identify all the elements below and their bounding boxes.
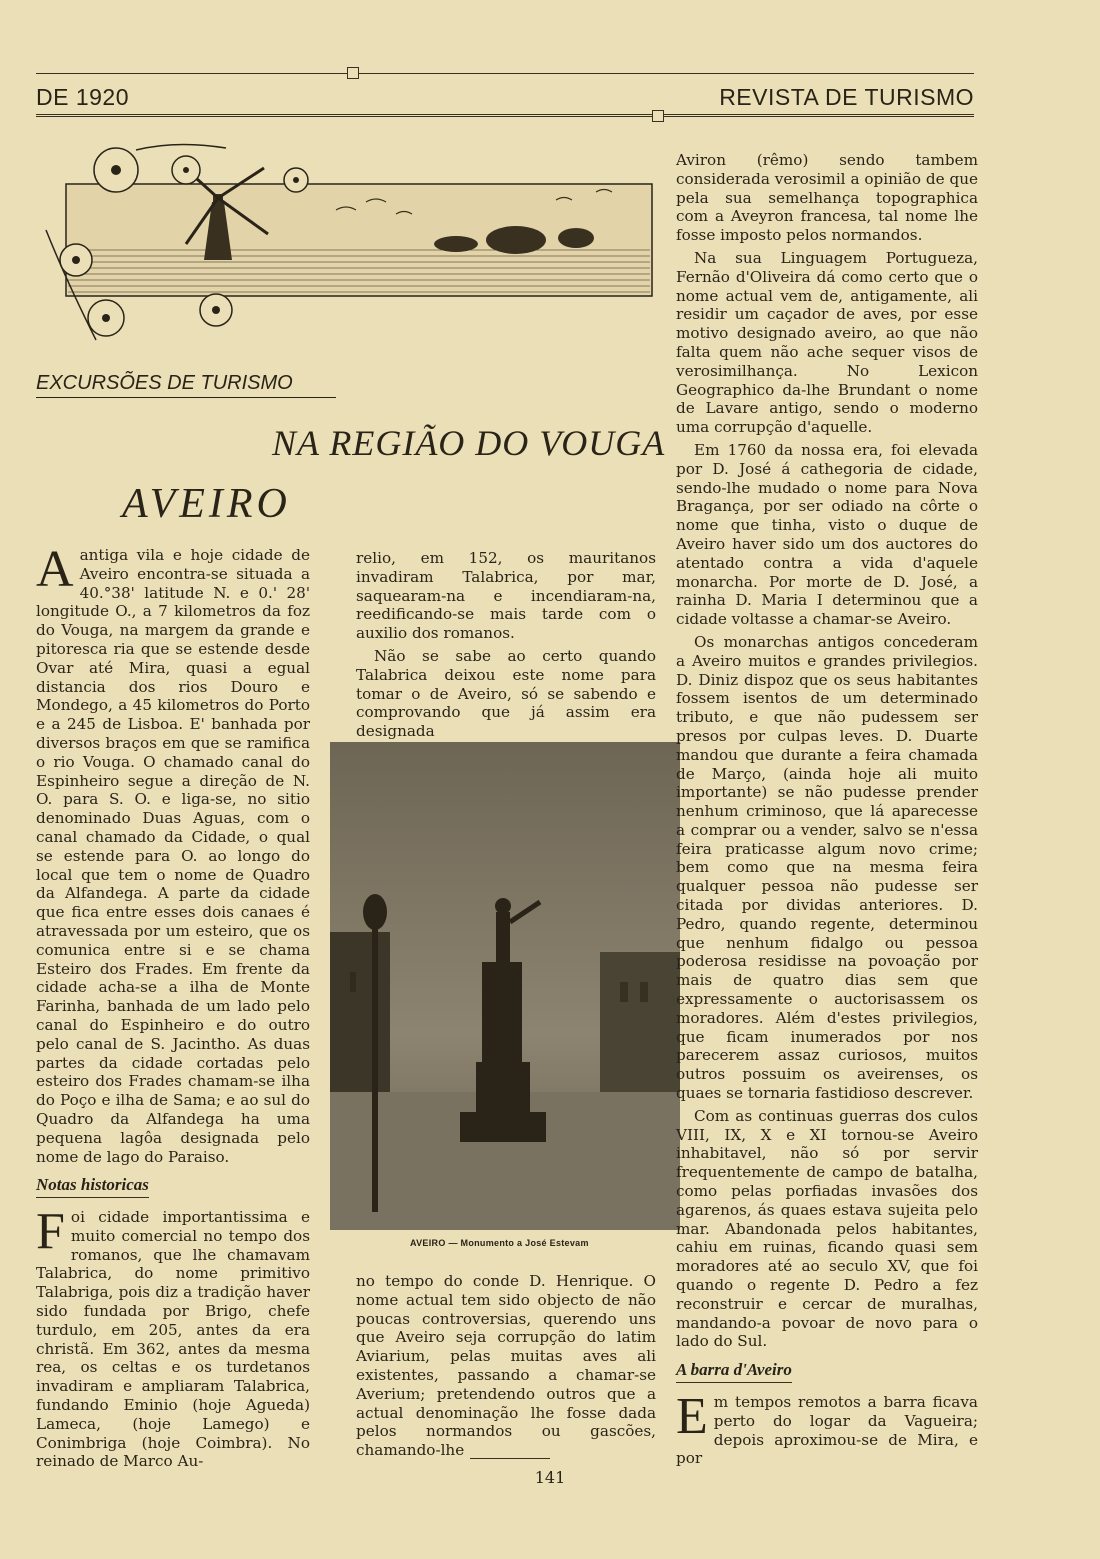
- city-title: AVEIRO: [122, 481, 291, 527]
- column-3: [676, 151, 978, 1472]
- column-2-bottom: [356, 1272, 656, 1464]
- column-1: [36, 541, 310, 1475]
- article-title: NA REGIÃO DO VOUGA: [272, 423, 666, 463]
- header-rule-bottom: [36, 114, 974, 117]
- subheading: A barra d'Aveiro: [676, 1361, 792, 1383]
- paragraph: Com as continuas guerras dos culos VIII, IX, X e XI tornou-se Aveiro inhabitavel, não só por servir frequentemente de campo de batalha, como pelas porfiadas invasões dos agarenos, ás quaes estava sujeita pelo mar. Abandonada pelos habitantes, cahiu em ruinas, ficando quasi sem moradores até ao seculo XV, que foi quando o regente D. Pedro a fez reconstruir e cercar de muralhas, mandando-a povoar de novo para o lado do Sul.: [676, 1106, 978, 1351]
- dropcap: F: [36, 1203, 65, 1261]
- monument-photo: [330, 742, 680, 1230]
- paragraph: no tempo do conde D. Henrique. O nome actual tem sido objecto de não poucas controversias, querendo uns que Aveiro seja corrupção do latim Aviarium, pelas muitas aves ali existentes, passando a chamar-se Averium; pretendendo outros que a actual denominação lhe fosse dada pelos normandos ou gascões, chamando-lhe: [356, 1272, 656, 1460]
- paragraph: relio, em 152, os mauritanos invadiram Talabrica, por mar, saquearam-na e incendiaram-na, reedificando-se mais tarde com o auxilio dos romanos.: [356, 549, 656, 643]
- paragraph: Em 1760 da nossa era, foi elevada por D. José á cathegoria de cidade, sendo-lhe mudado o nome para Nova Bragança, por ser odiado na côrte o nome que tinha, visto o duque de Aveiro haver sido um dos auctores do atentado contra a vida d'aquele monarcha. Por morte de D. José, a rainha D. Maria I determinou que a cidade voltasse a chamar-se Aveiro.: [676, 440, 978, 629]
- subheading: Notas historicas: [36, 1176, 149, 1198]
- paragraph: Não se sabe ao certo quando Talabrica deixou este nome para tomar o de Aveiro, só se sabendo e comprovando que já assim era designada: [356, 646, 656, 741]
- page-number: 141: [534, 1468, 566, 1487]
- dropcap: E: [676, 1388, 708, 1445]
- header-rule-top: [36, 73, 974, 74]
- windmill-vignette-illustration: [36, 140, 666, 350]
- footer-rule: [470, 1458, 550, 1459]
- header-title: REVISTA DE TURISMO: [719, 84, 974, 110]
- column-2-top: [356, 549, 656, 745]
- paragraph: m tempos remotos a barra ficava perto do logar da Vagueira; depois aproximou-se de Mira, e por: [676, 1393, 978, 1468]
- section-kicker: EXCURSÕES DE TURISMO: [36, 372, 336, 398]
- photo-caption: AVEIRO — Monumento a José Estevam: [410, 1238, 589, 1248]
- paragraph: Na sua Linguagem Portugueza, Fernão d'Oliveira dá como certo que o nome actual vem de, antigamente, ali residir um caçador de aves, por esse motivo designado aveiro, ao que não falta quem não ache sequer visos de verosimilhança. No Lexicon Geographico da-lhe Brundant o nome de Lavare antigo, sendo o moderno uma corrupção d'aquelle.: [676, 248, 978, 437]
- ornament-square: [347, 67, 359, 79]
- ornament-square: [652, 110, 664, 122]
- paragraph: Os monarchas antigos concederam a Aveiro muitos e grandes privilegios. D. Diniz dispoz que os seus habitantes fossem isentos de um determinado tributo, e que não pudessem ser presos por culpas leves. D. Duarte mandou que durante a feira chamada de Março, (ainda hoje ali muito importante) se não pudesse prender nenhum criminoso, que lá aparecesse a comprar ou a vender, salvo se n'essa feira praticasse algum novo crime; bem como que na mesma feira qualquer pessoa não pudesse ser citada por dividas anteriores. D. Pedro, quando regente, determinou que nenhum fidalgo ou pessoa poderosa residisse na povoação por mais de quatro dias sem que expressamente o auctorisassem os moradores. Além d'estes privilegios, que ficam inumerados por nos parecerem assaz curiosos, muitos outros possuim os aveirenses, os quaes se tornaria fastidioso descrever.: [676, 632, 978, 1103]
- paragraph: Aviron (rêmo) sendo tambem considerada verosimil a opinião de que pela sua semelhança topographica com a Aveyron francesa, tal nome lhe fosse imposto pelos normandos.: [676, 151, 978, 245]
- dropcap: A: [36, 541, 74, 598]
- header-date: DE 1920: [36, 84, 130, 110]
- paragraph: oi cidade importantissima e muito comercial no tempo dos romanos, que lhe chamavam Talabrica, do nome primitivo Talabriga, pois diz a tradição haver sido fundada por Brigo, chefe turdulo, em 205, antes da era christã. Em 362, antes da mesma rea, os celtas e os turdetanos invadiram e ampliaram Talabrica, fundando Eminio (hoje Agueda) Lameca, (hoje Lamego) e Conimbriga (hoje Coimbra). No reinado de Marco Au-: [36, 1208, 310, 1471]
- paragraph: antiga vila e hoje cidade de Aveiro encontra-se situada a 40.°38' latitude N. e 0.' 28' longitude O., a 7 kilometros da foz do Vouga, na margem da grande e pitoresca ria que se estende desde Ovar até Mira, quasi a egual distancia dos rios Douro e Mondego, a 45 kilometros do Porto e a 245 de Lisboa. E' banhada por diversos braços em que se ramifica o rio Vouga. O chamado canal do Espinheiro segue a direção de N. O. para S. O. e liga-se, no sitio denominado Duas Aguas, com o canal chamado da Cidade, o qual se estende para O. ao longo do local que tem o nome de Quadro da Alfandega. A parte da cidade que fica entre esses dois canaes é atravessada por um esteiro, que os comunica entre si e se chama Esteiro dos Frades. Em frente da cidade acha-se a ilha de Monte Farinha, banhada de um lado pelo canal do Espinheiro e do outro pelo canal de S. Jacintho. As duas partes da cidade cortadas pelo esteiro dos Frades chamam-se ilha do Poço e ilha de Sama; e ao sul do Quadro da Alfandega ha uma pequena lagôa designada pelo nome de lago do Paraiso.: [36, 546, 310, 1166]
